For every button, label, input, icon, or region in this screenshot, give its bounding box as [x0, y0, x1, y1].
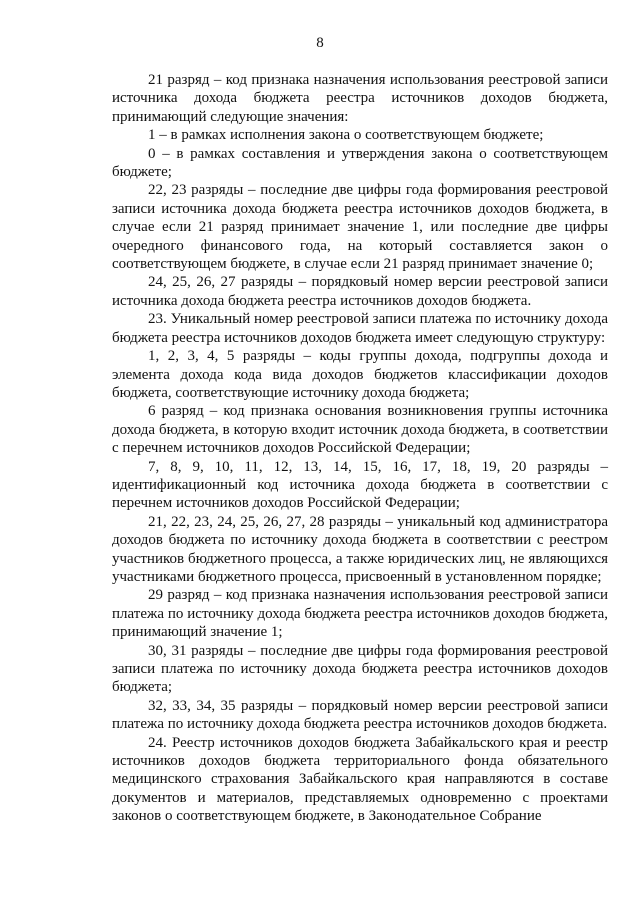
paragraph: 30, 31 разряды – последние две цифры года формирования реестровой записи платежа по источнику дохода бюджета реестра источников доходов бюджета;: [112, 642, 608, 696]
paragraph: 21 разряд – код признака назначения использования реестровой записи источника дохода бюджета реестра источников доходов бюджета, принимающий следующие значения:: [112, 72, 608, 125]
paragraph: 24, 25, 26, 27 разряды – порядковый номер версии реестровой записи источника дохода бюджета реестра источников доходов бюджета.: [112, 274, 608, 309]
paragraph: 32, 33, 34, 35 разряды – порядковый номер версии реестровой записи платежа по источнику дохода бюджета реестра источников доходов бюджета.: [112, 697, 608, 733]
document-body: [112, 71, 608, 826]
paragraph: 6 разряд – код признака основания возникновения группы источника дохода бюджета, в которую входит источник дохода бюджета, в соответствии с перечнем источников доходов Российской Федерации;: [112, 403, 608, 457]
paragraph: 0 – в рамках составления и утверждения закона о соответствующем бюджете;: [112, 145, 608, 181]
paragraph: 1 – в рамках исполнения закона о соответствующем бюджете;: [148, 127, 544, 144]
page-number: 8: [316, 35, 324, 51]
paragraph: 23. Уникальный номер реестровой записи платежа по источнику дохода бюджета реестра источников доходов бюджета имеет следующую структуру:: [112, 311, 608, 346]
paragraph: 1, 2, 3, 4, 5 разряды – коды группы дохода, подгруппы дохода и элемента дохода кода вида доходов бюджетов классификации доходов бюджета, соответствующие источнику дохода бюджета;: [112, 348, 608, 401]
paragraph: 29 разряд – код признака назначения использования реестровой записи платежа по источнику дохода бюджета реестра источников доходов бюджета, принимающий значение 1;: [112, 587, 608, 641]
paragraph: 21, 22, 23, 24, 25, 26, 27, 28 разряды – уникальный код администратора доходов бюджета по источнику дохода бюджета в соответствии с реестром участников бюджетного процесса, а также юридических лиц, не являющихся участниками бюджетного процесса, присвоенный в установленном порядке;: [112, 513, 608, 585]
paragraph: 7, 8, 9, 10, 11, 12, 13, 14, 15, 16, 17, 18, 19, 20 разряды – идентификационный код источника дохода бюджета в соответствии с перечнем источников доходов Российской Федерации;: [112, 458, 608, 512]
paragraph: 22, 23 разряды – последние две цифры года формирования реестровой записи источника дохода бюджета реестра источников доходов бюджета, в случае если 21 разряд принимает значение 1, или последние две цифры очередного финансового года, на который составляется закон о соответствующем бюджете, в случае если 21 разряд принимает значение 0;: [112, 182, 608, 273]
paragraph: 24. Реестр источников доходов бюджета Забайкальского края и реестр источников доходов бюджета территориального фонда обязательного медицинского страхования Забайкальского края направляются в составе документов и материалов, представляемых одновременно с проектами законов о соответствующем бюджете, в Законодательное Собрание: [112, 734, 608, 825]
